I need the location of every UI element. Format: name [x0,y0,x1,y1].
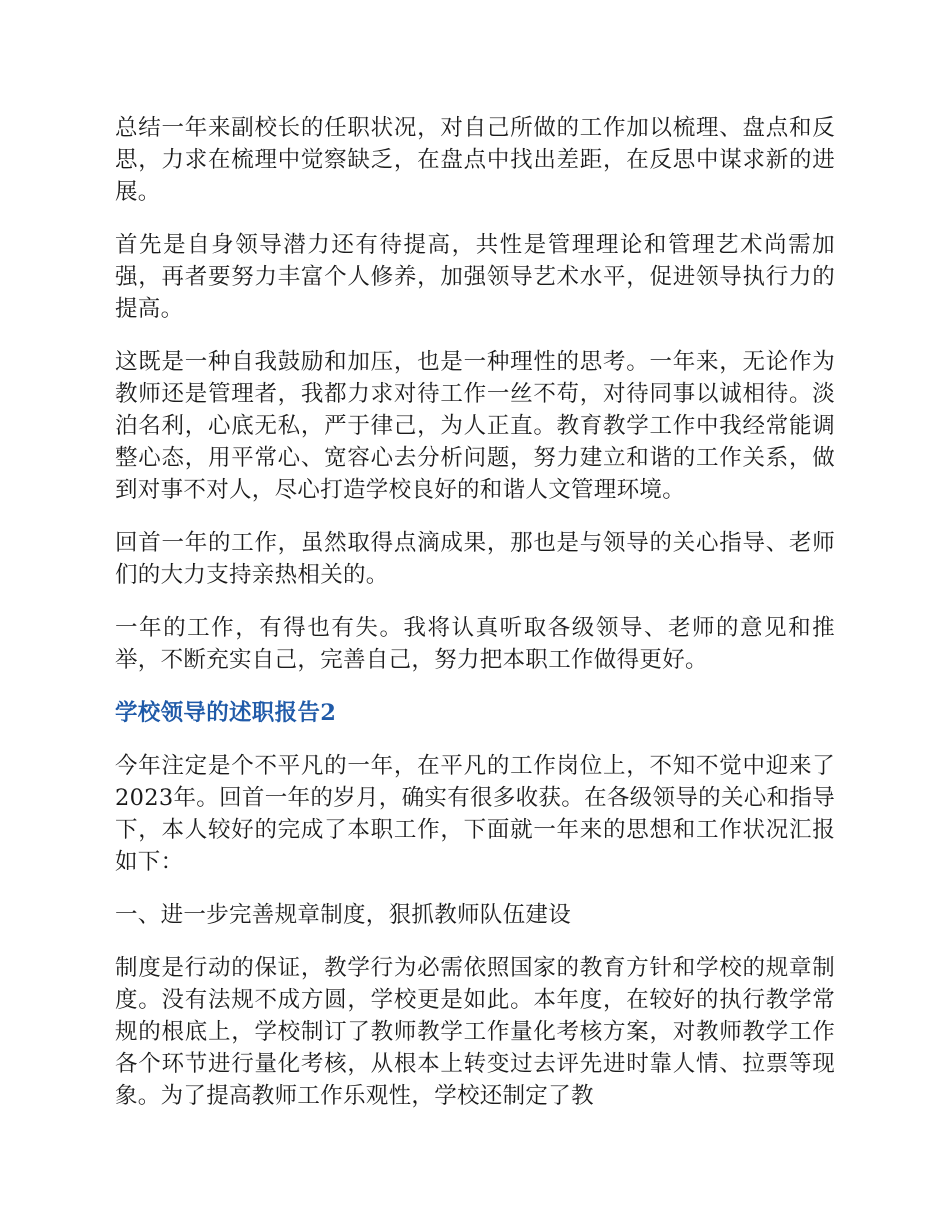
paragraph-rules: 制度是行动的保证，教学行为必需依照国家的教育方针和学校的规章制度。没有法规不成方圆，学校更是如此。本年度，在较好的执行教学常规的根底上，学校制订了教师教学工作量化考核方案，对教师教学工作各个环节进行量化考核，从根本上转变过去评先进时靠人情、拉票等现象。为了提高教师工作乐观性，学校还制定了教 [115,955,835,1109]
report-heading: 学校领导的述职报告2 [115,700,337,726]
paragraph-summary: 总结一年来副校长的任职状况，对自己所做的工作加以梳理、盘点和反思，力求在梳理中觉察缺乏，在盘点中找出差距，在反思中谋求新的进展。 [115,115,835,205]
paragraph-leadership: 首先是自身领导潜力还有待提高，共性是管理理论和管理艺术尚需加强，再者要努力丰富个人修养，加强领导艺术水平，促进领导执行力的提高。 [115,232,835,322]
paragraph-conclusion: 一年的工作，有得也有失。我将认真听取各级领导、老师的意见和推举，不断充实自己，完善自己，努力把本职工作做得更好。 [115,615,835,673]
paragraph-review: 回首一年的工作，虽然取得点滴成果，那也是与领导的关心指导、老师们的大力支持亲热相关的。 [115,530,835,588]
document-page [115,112,835,1133]
paragraph-intro: 今年注定是个不平凡的一年，在平凡的工作岗位上，不知不觉中迎来了2023年。回首一年的岁月，确实有很多收获。在各级领导的关心和指导下，本人较好的完成了本职工作，下面就一年来的思想和工作状况汇报如下： [115,753,835,875]
paragraph-reflection: 这既是一种自我鼓励和加压，也是一种理性的思考。一年来，无论作为教师还是管理者，我都力求对待工作一丝不苟，对待同事以诚相待。淡泊名利，心底无私，严于律己，为人正直。教育教学工作中我经常能调整心态，用平常心、宽容心去分析问题，努力建立和谐的工作关系，做到对事不对人，尽心打造学校良好的和谐人文管理环境。 [115,349,835,503]
section-title: 一、进一步完善规章制度，狠抓教师队伍建设 [115,902,572,928]
